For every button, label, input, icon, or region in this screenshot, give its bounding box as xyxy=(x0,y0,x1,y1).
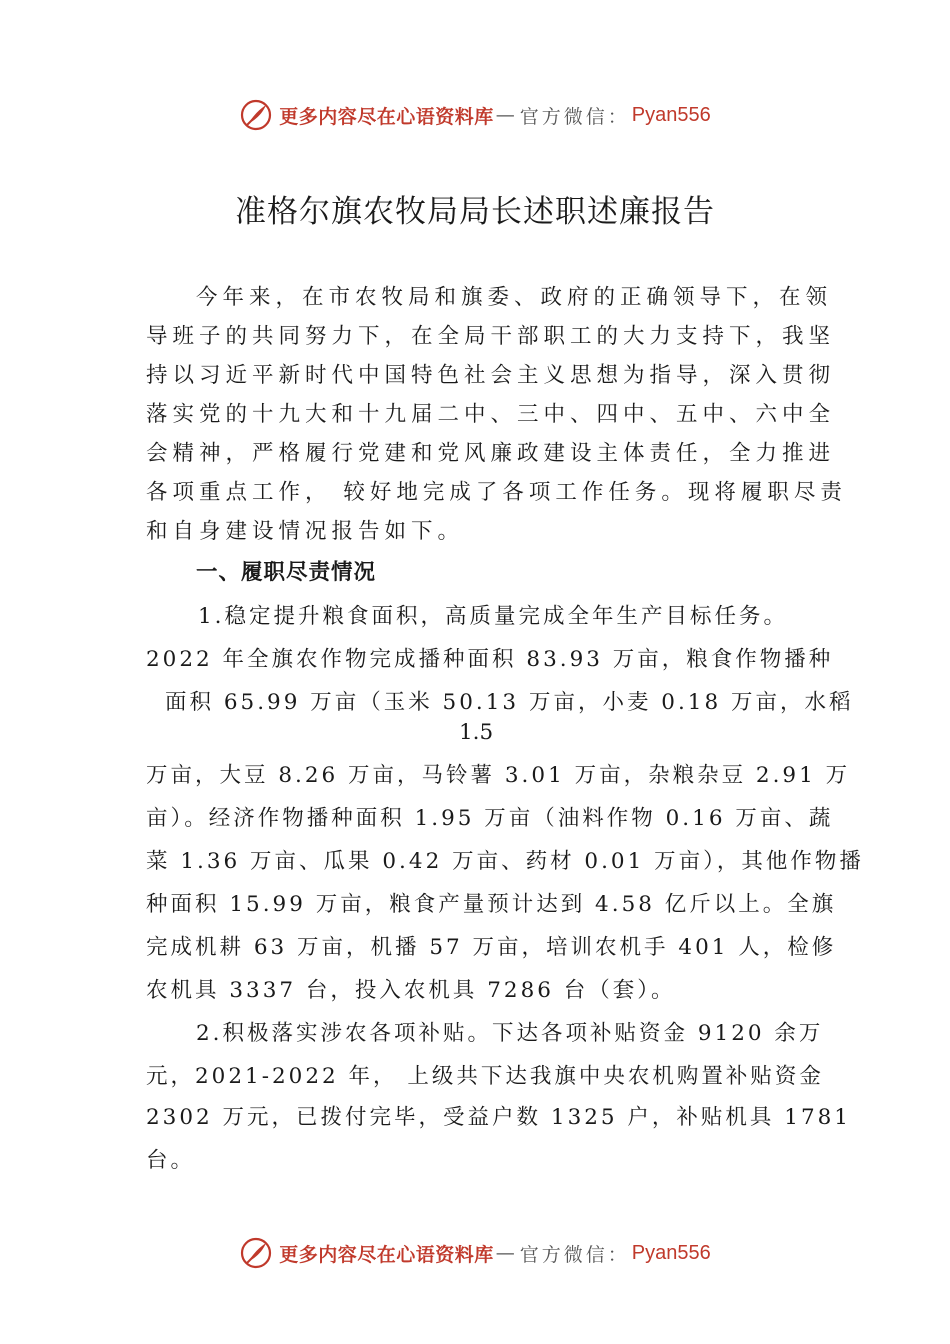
body-line-18: 农机具 3337 台，投入农机具 7286 台（套）。 xyxy=(146,978,676,1003)
watermark-brand: 更多内容尽在心语资料库 xyxy=(279,1243,494,1266)
body-line-1: 今年来，在市农牧局和旗委、政府的正确领导下，在领 xyxy=(196,285,833,310)
watermark-brand: 更多内容尽在心语资料库 xyxy=(279,105,494,128)
body-line-20: 元，2021-2022 年， 上级共下达我旗中央农机购置补贴资金 xyxy=(146,1064,824,1089)
watermark-account: Pyan556 xyxy=(631,103,711,126)
body-line-5: 会精神，严格履行党建和党风廉政建设主体责任，全力推进 xyxy=(146,441,836,466)
body-line-9: 1.稳定提升粮食面积，高质量完成全年生产目标任务。 xyxy=(198,604,789,629)
section-heading-1: 一、履职尽责情况 xyxy=(196,560,377,585)
watermark-dash: — xyxy=(495,1242,518,1264)
body-line-6: 各项重点工作， 较好地完成了各项工作任务。现将履职尽责 xyxy=(146,480,847,505)
body-line-14: 亩）。经济作物播种面积 1.95 万亩（油料作物 0.16 万亩、蔬 xyxy=(146,806,834,831)
watermark-dash: — xyxy=(495,104,518,126)
body-line-3: 持以习近平新时代中国特色社会主义思想为指导，深入贯彻 xyxy=(146,363,836,388)
body-line-21: 2302 万元，已拨付完毕，受益户数 1325 户，补贴机具 1781 xyxy=(146,1105,851,1130)
watermark-account: Pyan556 xyxy=(631,1241,711,1264)
body-line-15: 菜 1.36 万亩、瓜果 0.42 万亩、药材 0.01 万亩），其他作物播 xyxy=(146,849,864,874)
body-line-22: 台。 xyxy=(146,1148,196,1173)
body-line-12: 1.5 xyxy=(459,720,494,745)
watermark-label: 官方微信： xyxy=(519,1243,630,1266)
watermark-footer xyxy=(0,1233,950,1273)
watermark-label: 官方微信： xyxy=(519,105,630,128)
body-line-17: 完成机耕 63 万亩，机播 57 万亩，培训农机手 401 人，检修 xyxy=(146,935,837,960)
body-line-11: 面积 65.99 万亩（玉米 50.13 万亩，小麦 0.18 万亩，水稻 xyxy=(165,690,854,715)
body-line-13: 万亩，大豆 8.26 万亩，马铃薯 3.01 万亩，杂粮杂豆 2.91 万 xyxy=(146,763,851,788)
watermark-header xyxy=(0,95,950,135)
document-title: 准格尔旗农牧局局长述职述廉报告 xyxy=(235,194,715,230)
body-line-4: 落实党的十九大和十九届二中、三中、四中、五中、六中全 xyxy=(146,402,836,427)
body-line-16: 种面积 15.99 万亩，粮食产量预计达到 4.58 亿斤以上。全旗 xyxy=(146,892,837,917)
body-line-10: 2022 年全旗农作物完成播种面积 83.93 万亩，粮食作物播种 xyxy=(146,647,834,672)
body-line-2: 导班子的共同努力下，在全局干部职工的大力支持下，我坚 xyxy=(146,324,836,349)
quill-pen-logo-icon xyxy=(239,98,273,132)
body-line-7: 和自身建设情况报告如下。 xyxy=(146,519,465,544)
quill-pen-logo-icon xyxy=(239,1236,273,1270)
body-line-19: 2.积极落实涉农各项补贴。下达各项补贴资金 9120 余万 xyxy=(196,1021,824,1046)
